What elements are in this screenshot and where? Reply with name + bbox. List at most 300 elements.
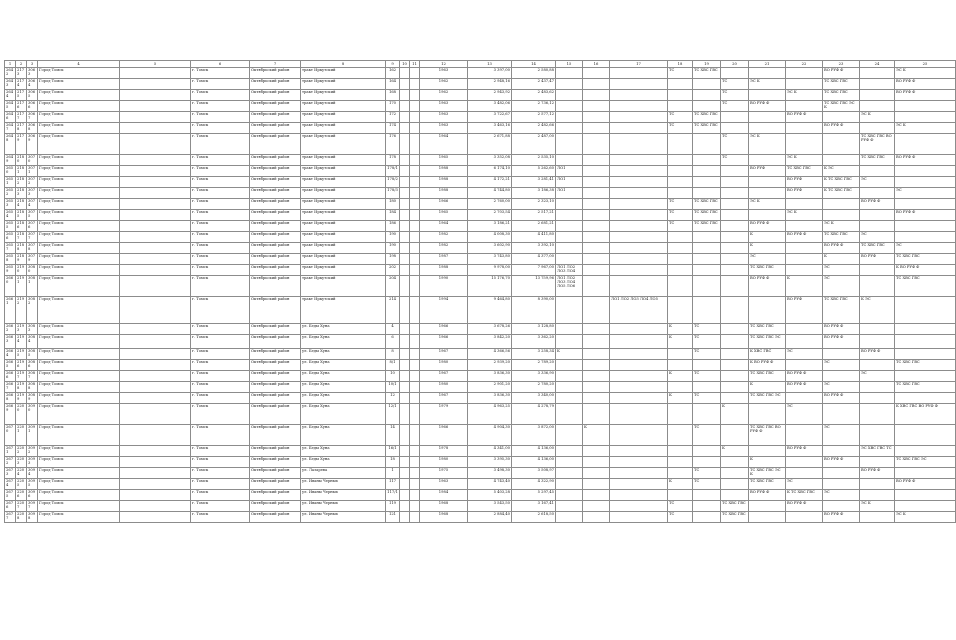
table-cell [400, 199, 410, 210]
table-cell: 3 167,41 [512, 501, 556, 512]
table-cell: Город Томск [38, 324, 120, 335]
table-cell: ТС ХВС ГВС ЭС К [749, 468, 786, 479]
table-cell: 3079 [27, 254, 38, 265]
table-cell: 2197 [16, 371, 27, 382]
table-cell: Октябрьский район [250, 101, 301, 112]
table-cell: К [749, 243, 786, 254]
table-cell [823, 446, 860, 457]
table-cell: ТС [693, 393, 721, 404]
table-cell: 12/1 [386, 404, 400, 425]
table-cell [583, 335, 610, 349]
table-cell: ТС [721, 101, 749, 112]
table-cell: ТС ХВС ГВС [693, 210, 721, 221]
table-cell [668, 101, 693, 112]
table-cell [668, 254, 693, 265]
table-cell: К ТС ХВС ГВС [786, 490, 823, 501]
table-cell: Октябрьский район [250, 254, 301, 265]
table-cell: Город Томск [38, 335, 120, 349]
table-cell: 1968 [420, 512, 468, 523]
table-cell: тракт Иркутский [301, 199, 386, 210]
table-cell [610, 243, 668, 254]
table-cell [400, 501, 410, 512]
table-cell: 3070 [27, 155, 38, 166]
table-cell [410, 276, 420, 297]
table-cell: Город Томск [38, 457, 120, 468]
table-cell: 4 136,00 [512, 446, 556, 457]
table-cell: г. Томск [191, 79, 250, 90]
table-cell: Город Томск [38, 501, 120, 512]
table-cell: ТС ХВС ГВС ВО РУФ Ф [860, 134, 895, 155]
table-cell [400, 382, 410, 393]
table-cell: 2671 [5, 446, 16, 457]
table-cell [786, 425, 823, 446]
table-cell [583, 404, 610, 425]
table-cell [860, 360, 895, 371]
table-cell: г. Томск [191, 457, 250, 468]
table-cell: ЭС [786, 349, 823, 360]
table-cell: 3074 [27, 199, 38, 210]
table-cell [749, 68, 786, 79]
table-cell [693, 134, 721, 155]
table-cell: ЭС [860, 232, 895, 243]
table-cell [610, 371, 668, 382]
table-cell: г. Томск [191, 199, 250, 210]
table-cell [860, 404, 895, 425]
table-cell: г. Томск [191, 490, 250, 501]
table-cell: 168 [386, 90, 400, 101]
table-cell [583, 479, 610, 490]
table-cell: г. Томск [191, 360, 250, 371]
table-cell [860, 90, 895, 101]
table-cell: Город Томск [38, 166, 120, 177]
table-cell [860, 101, 895, 112]
table-cell [583, 79, 610, 90]
table-cell: 1966 [420, 324, 468, 335]
table-cell [668, 243, 693, 254]
table-cell: 3090 [27, 404, 38, 425]
table-cell: 2660 [5, 276, 16, 297]
table-cell: ЭС К [895, 123, 956, 134]
table-cell: 1963 [420, 101, 468, 112]
table-cell: ТС ХВС ГВС [895, 382, 956, 393]
table-cell [786, 243, 823, 254]
table-cell: 178/2 [386, 177, 400, 188]
table-cell [668, 177, 693, 188]
table-cell: Город Томск [38, 101, 120, 112]
table-cell: 121 [386, 512, 400, 523]
table-cell: Город Томск [38, 425, 120, 446]
table-cell [610, 123, 668, 134]
table-cell: ул. Беды Хуна [301, 324, 386, 335]
table-cell [400, 404, 410, 425]
table-cell [556, 490, 583, 501]
table-cell: 162 [386, 68, 400, 79]
table-cell [721, 490, 749, 501]
table-cell: 3097 [27, 501, 38, 512]
table-cell: ВО РУФ Ф [786, 382, 823, 393]
table-cell [693, 166, 721, 177]
table-cell [693, 382, 721, 393]
table-cell: 202 [386, 265, 400, 276]
table-cell [400, 90, 410, 101]
table-cell [786, 468, 823, 479]
housing-register-table [4, 60, 956, 523]
table-cell: 2 943,92 [468, 90, 512, 101]
table-cell [749, 155, 786, 166]
table-cell [895, 446, 956, 457]
table-cell: Город Томск [38, 112, 120, 123]
table-cell: ул. Беды Хуна [301, 349, 386, 360]
table-cell: 1982 [420, 232, 468, 243]
table-cell [721, 425, 749, 446]
table-cell [668, 446, 693, 457]
table-cell: г. Томск [191, 479, 250, 490]
table-cell: г. Томск [191, 335, 250, 349]
table-cell [120, 155, 191, 166]
table-cell [749, 210, 786, 221]
table-cell: К [749, 232, 786, 243]
table-cell [400, 166, 410, 177]
table-cell: ТС [668, 199, 693, 210]
table-cell: 2 437,47 [512, 79, 556, 90]
table-cell [860, 276, 895, 297]
table-cell [410, 265, 420, 276]
table-cell: ТС ХВС ГВС [895, 360, 956, 371]
table-cell [410, 68, 420, 79]
table-cell [120, 446, 191, 457]
table-cell: 3087 [27, 371, 38, 382]
table-cell: К ХВС ГВС [749, 349, 786, 360]
table-cell [860, 425, 895, 446]
table-cell [860, 188, 895, 199]
table-cell [786, 79, 823, 90]
table-cell: 2190 [16, 265, 27, 276]
table-cell [120, 177, 191, 188]
table-cell: 4 008,30 [468, 232, 512, 243]
table-cell [749, 123, 786, 134]
table-cell [668, 134, 693, 155]
table-cell [610, 254, 668, 265]
table-cell: К ХВС ГВС ВО РУФ Ф [895, 404, 956, 425]
table-cell [120, 68, 191, 79]
table-cell [693, 188, 721, 199]
table-cell [610, 404, 668, 425]
table-cell [410, 335, 420, 349]
column-header: 4 [38, 61, 120, 68]
table-cell [721, 457, 749, 468]
table-cell: тракт Иркутский [301, 254, 386, 265]
table-cell [895, 112, 956, 123]
table-cell: ВО РУФ Ф [895, 479, 956, 490]
table-cell: ЭС К [786, 210, 823, 221]
table-cell: 2647 [5, 123, 16, 134]
table-cell: 3 340,00 [512, 393, 556, 404]
table-cell [693, 265, 721, 276]
table-cell [721, 188, 749, 199]
table-cell [895, 468, 956, 479]
table-cell: 2664 [5, 349, 16, 360]
table-cell: 2666 [5, 371, 16, 382]
table-cell: 2 884,40 [468, 512, 512, 523]
table-cell: ТС [668, 501, 693, 512]
table-cell: Октябрьский район [250, 468, 301, 479]
table-cell: ул. Беды Хуна [301, 382, 386, 393]
table-cell [556, 112, 583, 123]
table-cell [823, 501, 860, 512]
table-cell [120, 490, 191, 501]
table-cell: Октябрьский район [250, 68, 301, 79]
table-cell [721, 276, 749, 297]
table-cell: Город Томск [38, 512, 120, 523]
table-cell: 184 [386, 210, 400, 221]
table-cell: 2202 [16, 446, 27, 457]
table-cell [668, 155, 693, 166]
table-row [5, 134, 956, 155]
table-cell: ВО РУФ [786, 297, 823, 324]
table-cell: 3077 [27, 232, 38, 243]
table-cell [610, 68, 668, 79]
table-cell [556, 254, 583, 265]
table-cell: тракт Иркутский [301, 221, 386, 232]
table-cell [400, 134, 410, 155]
table-cell: 1962 [420, 90, 468, 101]
table-cell [583, 199, 610, 210]
table-cell [556, 393, 583, 404]
table-cell: ТС ХВС ГВС [786, 166, 823, 177]
table-cell: 174 [386, 123, 400, 134]
table-cell: 1962 [420, 79, 468, 90]
table-cell: 2658 [5, 254, 16, 265]
table-cell: 1967 [420, 371, 468, 382]
table-cell: 2668 [5, 393, 16, 404]
table-cell: 1984 [420, 490, 468, 501]
table-cell [583, 112, 610, 123]
table-cell: 2 577,12 [512, 112, 556, 123]
table-cell: К ТС ХВС ГВС [823, 177, 860, 188]
table-cell [400, 512, 410, 523]
table-cell: 3 678,26 [468, 324, 512, 335]
table-cell [556, 335, 583, 349]
table-cell [668, 382, 693, 393]
table-cell: Город Томск [38, 232, 120, 243]
table-cell [583, 123, 610, 134]
table-cell: 1968 [420, 501, 468, 512]
table-cell: ВО РУФ Ф [823, 457, 860, 468]
table-cell [400, 123, 410, 134]
table-cell: 2645 [5, 101, 16, 112]
table-cell: 3 392,10 [512, 243, 556, 254]
table-cell: г. Томск [191, 276, 250, 297]
table-cell [610, 446, 668, 457]
table-cell [583, 501, 610, 512]
table-cell [400, 188, 410, 199]
table-cell [556, 90, 583, 101]
table-cell: 3072 [27, 177, 38, 188]
table-cell: ТС ХВС ГВС [693, 68, 721, 79]
table-cell: 2 487,00 [512, 134, 556, 155]
table-cell: 3092 [27, 446, 38, 457]
table-cell [860, 457, 895, 468]
table-cell: 178 [386, 155, 400, 166]
table-cell [668, 90, 693, 101]
table-cell: 3 543,50 [468, 501, 512, 512]
table-cell: ВО РУФ Ф [860, 199, 895, 210]
table-cell: 3 362,20 [512, 335, 556, 349]
column-header: 8 [301, 61, 386, 68]
table-cell: К [668, 479, 693, 490]
table-cell: ТС [668, 210, 693, 221]
table-cell [610, 221, 668, 232]
table-cell: г. Томск [191, 101, 250, 112]
table-cell: 3075 [27, 210, 38, 221]
table-cell [860, 490, 895, 501]
table-cell: 178/3 [386, 188, 400, 199]
table-cell [610, 512, 668, 523]
table-cell [120, 512, 191, 523]
table-cell: 2192 [16, 297, 27, 324]
table-cell: 4 [386, 324, 400, 335]
table-cell: Октябрьский район [250, 324, 301, 335]
table-cell: ТС [693, 371, 721, 382]
table-cell: 3 352,08 [468, 155, 512, 166]
table-cell [120, 360, 191, 371]
table-cell [583, 210, 610, 221]
table-cell [583, 457, 610, 468]
table-cell: 2203 [16, 457, 27, 468]
table-cell: 2208 [16, 512, 27, 523]
table-cell: ТС ХВС ГВС [823, 90, 860, 101]
table-cell: ВО РУФ Ф [749, 101, 786, 112]
table-cell [400, 232, 410, 243]
column-number-header [5, 61, 956, 68]
table-cell [410, 101, 420, 112]
table-cell: 12 [386, 393, 400, 404]
table-cell: 5 297,45 [512, 490, 556, 501]
table-cell: 1979 [420, 404, 468, 425]
table-cell [693, 232, 721, 243]
table-cell: 204 [386, 276, 400, 297]
table-cell [400, 349, 410, 360]
table-cell [583, 177, 610, 188]
table-cell: тракт Иркутский [301, 232, 386, 243]
table-cell: Город Томск [38, 134, 120, 155]
table-cell: ЭС [823, 265, 860, 276]
table-cell [583, 188, 610, 199]
table-cell: 3 836,30 [468, 371, 512, 382]
table-cell: ВО РУФ Ф [786, 232, 823, 243]
table-cell [410, 360, 420, 371]
table-cell [410, 457, 420, 468]
table-cell [749, 404, 786, 425]
table-cell: 6 174,10 [468, 166, 512, 177]
table-cell: ВО РУФ Ф [749, 490, 786, 501]
table-cell: г. Томск [191, 155, 250, 166]
table-cell [895, 134, 956, 155]
table-cell: ВО РУФ Ф [786, 446, 823, 457]
table-cell [556, 360, 583, 371]
table-cell: 3076 [27, 221, 38, 232]
table-cell [693, 490, 721, 501]
table-cell [823, 404, 860, 425]
table-cell: ТС ХВС ГВС ВО РУФ Ф [749, 425, 786, 446]
table-cell [610, 324, 668, 335]
table-cell: ЭС К [895, 68, 956, 79]
table-cell: Октябрьский район [250, 166, 301, 177]
table-row [5, 490, 956, 501]
table-cell: ул. Иваны Черных [301, 501, 386, 512]
table-cell: 2 323,10 [512, 199, 556, 210]
table-cell: ЭС [823, 276, 860, 297]
table-cell: 3098 [27, 512, 38, 523]
table-cell [120, 382, 191, 393]
table-cell: 1988 [420, 265, 468, 276]
table-cell [668, 166, 693, 177]
table-cell [120, 393, 191, 404]
column-header: 25 [895, 61, 956, 68]
table-cell: 2178 [16, 123, 27, 134]
table-cell: ВО РУФ Ф [786, 371, 823, 382]
table-cell: ТС ХВС ГВС [860, 243, 895, 254]
table-cell [693, 446, 721, 457]
table-cell: 3 743,80 [468, 254, 512, 265]
table-cell [786, 199, 823, 210]
table-cell [556, 479, 583, 490]
table-cell: 3096 [27, 490, 38, 501]
table-cell: ул. Иваны Черных [301, 490, 386, 501]
table-cell: 2675 [5, 490, 16, 501]
table-cell: 198 [386, 254, 400, 265]
column-header: 17 [610, 61, 668, 68]
table-cell [583, 382, 610, 393]
table-cell [556, 101, 583, 112]
column-header: 7 [250, 61, 301, 68]
table-cell: 3073 [27, 188, 38, 199]
register-sheet [4, 60, 938, 523]
table-cell [786, 134, 823, 155]
table-cell [610, 457, 668, 468]
table-cell [786, 221, 823, 232]
table-cell [610, 199, 668, 210]
table-cell: 4 341,00 [468, 446, 512, 457]
table-cell: 3094 [27, 468, 38, 479]
table-cell: ЭС [895, 188, 956, 199]
table-cell: 3083 [27, 324, 38, 335]
table-cell [556, 425, 583, 446]
table-cell: 2 939,20 [468, 360, 512, 371]
table-cell: 3065 [27, 90, 38, 101]
table-row [5, 155, 956, 166]
table-cell [895, 166, 956, 177]
table-cell [860, 68, 895, 79]
table-cell: Город Томск [38, 382, 120, 393]
table-cell: 2174 [16, 79, 27, 90]
table-cell: ТС ХВС ГВС [823, 79, 860, 90]
table-cell [693, 457, 721, 468]
table-cell: ЭС К [823, 221, 860, 232]
table-cell [120, 243, 191, 254]
table-cell [895, 393, 956, 404]
table-cell [610, 276, 668, 297]
table-row [5, 360, 956, 371]
table-cell [410, 210, 420, 221]
table-cell: 2 580,88 [512, 68, 556, 79]
table-cell [400, 243, 410, 254]
table-cell: Октябрьский район [250, 393, 301, 404]
table-cell: 3 395,30 [468, 457, 512, 468]
table-cell [410, 468, 420, 479]
table-cell [400, 490, 410, 501]
table-cell: ул. Беды Хуна [301, 335, 386, 349]
